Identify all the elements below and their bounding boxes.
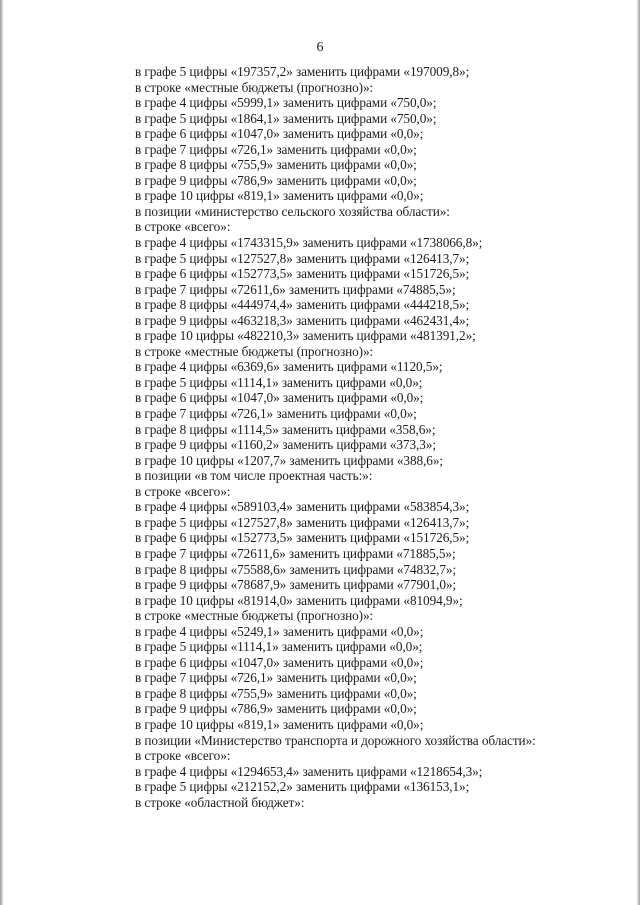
text-line: в графе 6 цифры «1047,0» заменить цифрами «0,0»; [135,126,424,142]
text-line: в графе 5 цифры «127527,8» заменить цифрами «126413,7»; [135,250,470,266]
text-line: в графе 9 цифры «1160,2» заменить цифрами «373,3»; [135,437,436,453]
text-line: в графе 6 цифры «1047,0» заменить цифрами «0,0»; [135,654,424,670]
text-line: в графе 9 цифры «786,9» заменить цифрами «0,0»; [135,172,417,188]
text-line: в графе 4 цифры «589103,4» заменить цифрами «583854,3»; [135,499,470,515]
text-line: в графе 5 цифры «197357,2» заменить цифрами «197009,8»; [135,64,470,79]
text-line: в графе 8 цифры «755,9» заменить цифрами «0,0»; [135,685,417,701]
text-line: в графе 7 цифры «726,1» заменить цифрами «0,0»; [135,670,417,686]
text-line: в позиции «Министерство транспорта и дорожного хозяйства области»: [135,732,536,748]
text-line: в графе 8 цифры «1114,5» заменить цифрами «358,6»; [135,421,436,437]
text-line: в графе 9 цифры «786,9» заменить цифрами «0,0»; [135,701,417,717]
document-body [135,64,615,810]
text-line: в графе 4 цифры «5249,1» заменить цифрами «0,0»; [135,623,424,639]
text-line: в строке «областной бюджет»: [135,794,305,810]
text-line: в графе 10 цифры «819,1» заменить цифрами «0,0»; [135,716,424,732]
text-line: в строке «местные бюджеты (прогнозно)»: [135,79,374,95]
text-line: в графе 6 цифры «152773,5» заменить цифрами «151726,5»; [135,266,470,282]
text-line: в графе 5 цифры «1864,1» заменить цифрами «750,0»; [135,110,437,126]
text-line: в позиции «министерство сельского хозяйства области»: [135,203,450,219]
text-line: в графе 5 цифры «212152,2» заменить цифрами «136153,1»; [135,779,470,795]
text-line: в строке «всего»: [135,748,231,764]
text-line: в графе 8 цифры «75588,6» заменить цифрами «74832,7»; [135,561,457,577]
text-line: в графе 10 цифры «81914,0» заменить цифрами «81094,9»; [135,592,463,608]
text-line: в графе 4 цифры «6369,6» заменить цифрами «1120,5»; [135,359,443,375]
text-line: в графе 8 цифры «444974,4» заменить цифрами «444218,5»; [135,297,470,313]
page-number: 6 [316,40,324,55]
text-line: в графе 4 цифры «1294653,4» заменить цифрами «1218654,3»; [135,763,483,779]
text-line: в графе 8 цифры «755,9» заменить цифрами «0,0»; [135,157,417,173]
scan-edge-left [0,0,3,905]
text-line: в позиции «в том числе проектная часть:»: [135,468,373,484]
text-line: в графе 10 цифры «1207,7» заменить цифрами «388,6»; [135,452,443,468]
text-line: в графе 6 цифры «1047,0» заменить цифрами «0,0»; [135,390,424,406]
text-line: в графе 10 цифры «482210,3» заменить цифрами «481391,2»; [135,328,476,344]
text-line: в графе 7 цифры «726,1» заменить цифрами «0,0»; [135,406,417,422]
text-line: в графе 4 цифры «1743315,9» заменить цифрами «1738066,8»; [135,235,483,251]
text-line: в графе 5 цифры «127527,8» заменить цифрами «126413,7»; [135,514,470,530]
text-line: в графе 5 цифры «1114,1» заменить цифрами «0,0»; [135,374,423,390]
text-line: в строке «всего»: [135,219,231,235]
text-line: в строке «местные бюджеты (прогнозно)»: [135,343,374,359]
text-line: в строке «всего»: [135,483,231,499]
text-line: в графе 9 цифры «463218,3» заменить цифрами «462431,4»; [135,312,470,328]
text-line: в строке «местные бюджеты (прогнозно)»: [135,608,374,624]
text-line: в графе 4 цифры «5999,1» заменить цифрами «750,0»; [135,95,437,111]
text-line: в графе 7 цифры «72611,6» заменить цифрами «71885,5»; [135,545,456,561]
text-line: в графе 9 цифры «78687,9» заменить цифрами «77901,0»; [135,577,457,593]
text-line: в графе 7 цифры «72611,6» заменить цифрами «74885,5»; [135,281,456,297]
text-line: в графе 10 цифры «819,1» заменить цифрами «0,0»; [135,188,424,204]
text-line: в графе 5 цифры «1114,1» заменить цифрами «0,0»; [135,639,423,655]
text-line: в графе 7 цифры «726,1» заменить цифрами «0,0»; [135,141,417,157]
text-line: в графе 6 цифры «152773,5» заменить цифрами «151726,5»; [135,530,470,546]
